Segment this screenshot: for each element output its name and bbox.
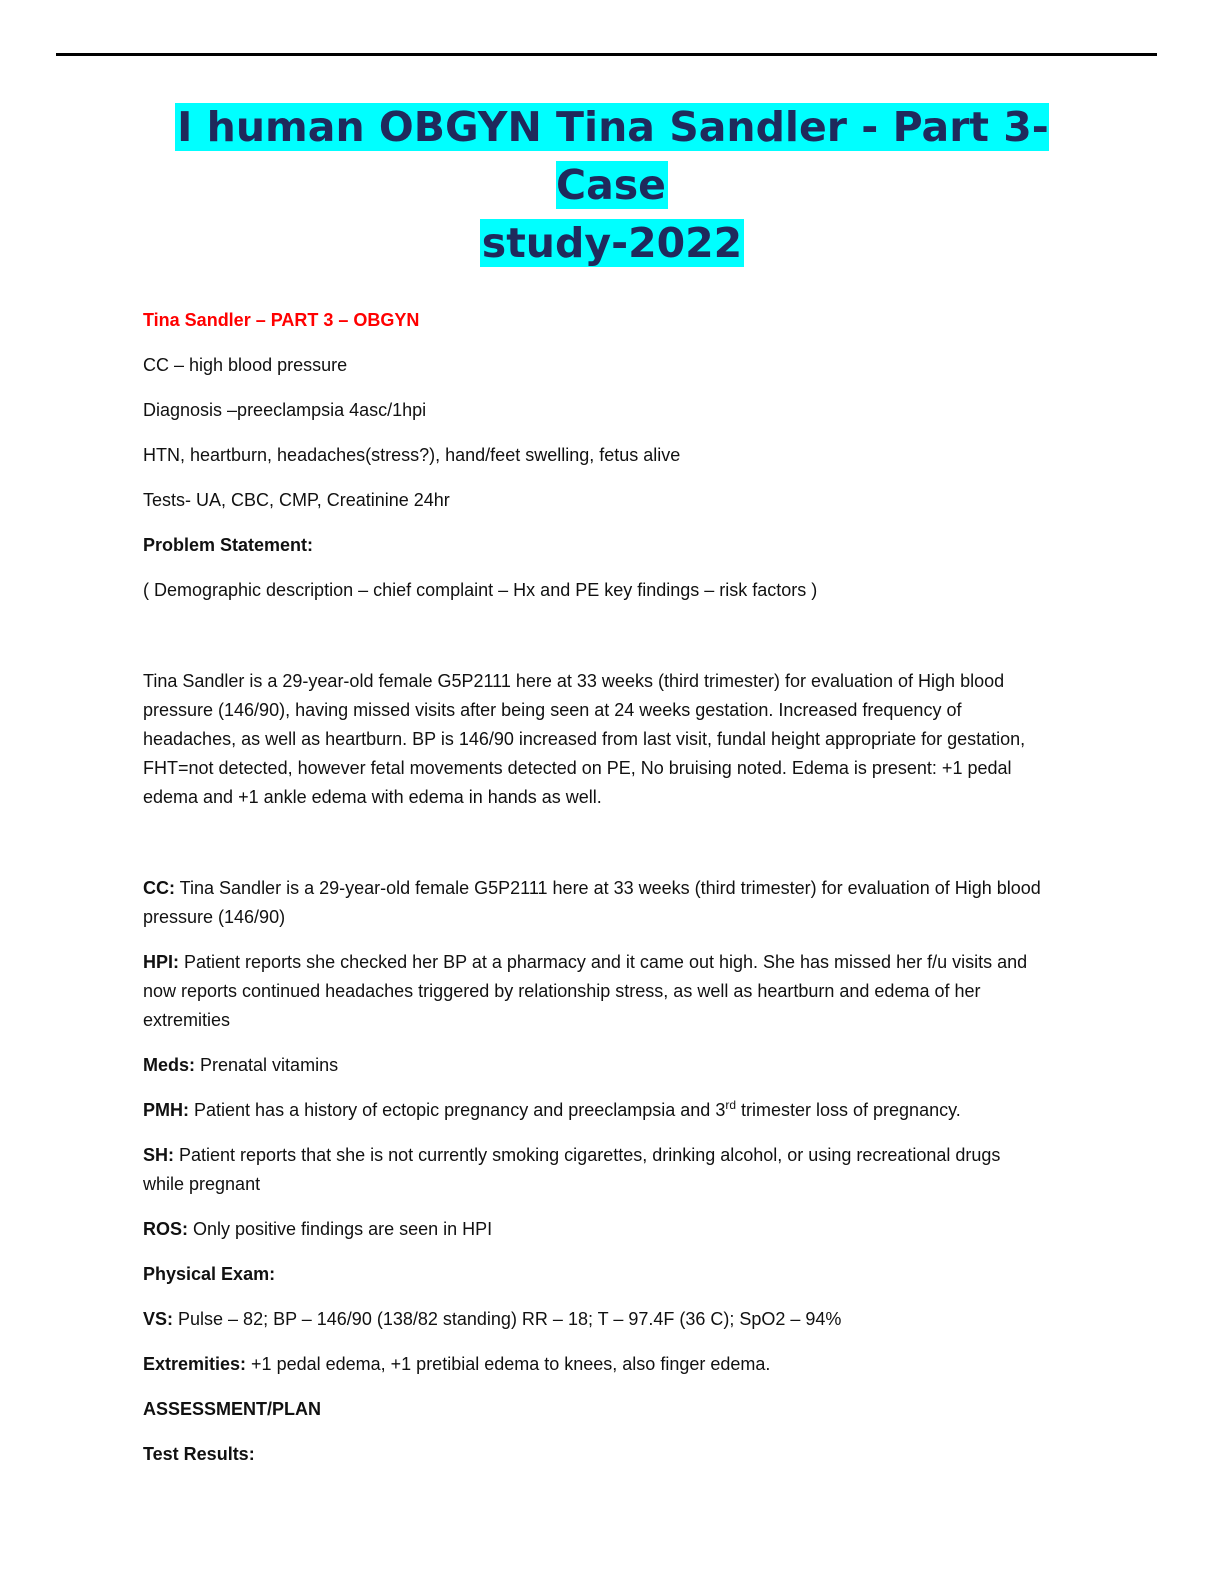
problem-statement-label: Problem Statement: (143, 535, 314, 555)
extremities-text: +1 pedal edema, +1 pretibial edema to knees, also finger edema. (246, 1354, 771, 1374)
cc-paragraph (143, 874, 1043, 932)
summary-line-cc: CC – high blood pressure (143, 355, 348, 375)
physical-exam-label: Physical Exam: (143, 1264, 276, 1284)
document-body (143, 306, 1043, 1485)
title-line-2: study-2022 (481, 219, 743, 267)
problem-statement-text: Tina Sandler is a 29-year-old female G5P2111 here at 33 weeks (third trimester) for evaluation of High blood pressure (146/90), having missed visits after being seen at 24 weeks gestation. Increased frequency of headaches, as well as heartburn. BP is 146/90 increased from last visit, fundal height appropriate for gestation, FHT=not detected, however fetal movements detected on PE, No bruising noted. Edema is present: +1 pedal edema and +1 ankle edema with edema in hands as well. (143, 671, 1026, 807)
sh-text: Patient reports that she is not currently smoking cigarettes, drinking alcohol, or using recreational drugs while pregnant (143, 1145, 1001, 1194)
summary-line-tests: Tests- UA, CBC, CMP, Creatinine 24hr (143, 490, 450, 510)
problem-statement-hint: ( Demographic description – chief complaint – Hx and PE key findings – risk factors ) (143, 580, 818, 600)
pmh-label: PMH: (143, 1100, 189, 1120)
hpi-text: Patient reports she checked her BP at a pharmacy and it came out high. She has missed her f/u visits and now reports continued headaches triggered by relationship stress, as well as heartburn and edema of her extremities (143, 952, 1028, 1030)
pmh-paragraph (143, 1096, 1043, 1125)
meds-text: Prenatal vitamins (195, 1055, 339, 1075)
hpi-label: HPI: (143, 952, 179, 972)
cc-label: CC: (143, 878, 175, 898)
test-results-label: Test Results: (143, 1444, 255, 1464)
extremities-paragraph (143, 1350, 1043, 1379)
title-line-1: I human OBGYN Tina Sandler - Part 3-Case (177, 103, 1049, 209)
summary-line-diagnosis: Diagnosis –preeclampsia 4asc/1hpi (143, 400, 427, 420)
document-title (120, 98, 1104, 272)
vs-paragraph (143, 1305, 1043, 1334)
pmh-text-before: Patient has a history of ectopic pregnancy and preeclampsia and 3 (189, 1100, 726, 1120)
vs-text: Pulse – 82; BP – 146/90 (138/82 standing) RR – 18; T – 97.4F (36 C); SpO2 – 94% (173, 1309, 842, 1329)
extremities-label: Extremities: (143, 1354, 247, 1374)
ros-label: ROS: (143, 1219, 188, 1239)
vs-label: VS: (143, 1309, 174, 1329)
section-heading: Tina Sandler – PART 3 – OBGYN (143, 310, 420, 330)
summary-line-symptoms: HTN, heartburn, headaches(stress?), hand/feet swelling, fetus alive (143, 445, 681, 465)
pmh-superscript: rd (725, 1098, 736, 1112)
meds-label: Meds: (143, 1055, 196, 1075)
meds-paragraph (143, 1051, 1043, 1080)
cc-text: Tina Sandler is a 29-year-old female G5P2111 here at 33 weeks (third trimester) for evaluation of High blood pressure (146/90) (143, 878, 1041, 927)
pmh-text-after: trimester loss of pregnancy. (736, 1100, 961, 1120)
top-horizontal-rule (56, 53, 1157, 56)
sh-paragraph (143, 1141, 1043, 1199)
assessment-plan-label: ASSESSMENT/PLAN (143, 1399, 322, 1419)
ros-paragraph (143, 1215, 1043, 1244)
hpi-paragraph (143, 948, 1043, 1035)
sh-label: SH: (143, 1145, 174, 1165)
ros-text: Only positive findings are seen in HPI (188, 1219, 493, 1239)
